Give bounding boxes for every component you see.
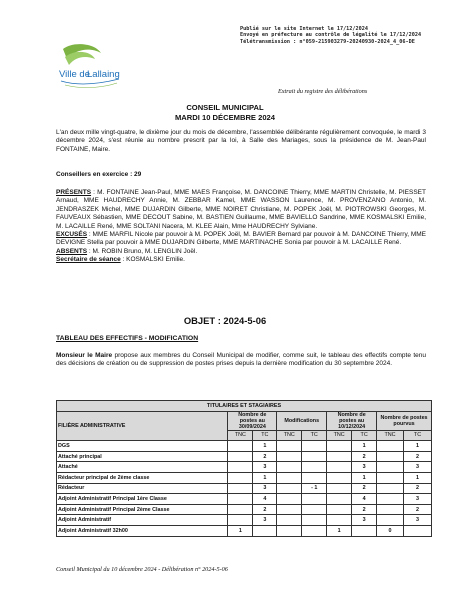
table-cell: 2 [352,504,377,515]
stamp-transmission-line: Télétransmission : n°059-215903279-20240930-2024_4_06-DE [240,38,415,45]
sub-header: TNC [277,430,302,441]
table-cell [327,515,352,526]
table-cell: 2 [253,451,277,462]
table-cell [302,472,327,483]
table-cell: 3 [404,494,432,505]
table-cell: - 1 [302,483,327,494]
row-label: DGS [57,441,228,452]
table-cell [228,483,253,494]
presents-label: PRÉSENTS [56,189,92,196]
sub-header: TNC [377,430,404,441]
col-group-header: Nombre de postes au 10/12/2024 [327,411,377,430]
table-cell [302,451,327,462]
table-cell [327,441,352,452]
table-cell [327,472,352,483]
sub-header: TC [253,430,277,441]
table-cell [277,451,302,462]
absents-list: : M. ROBIN Bruno, M. LENGLIN Joël. [87,247,198,255]
table-cell: 2 [404,451,432,462]
table-cell [377,441,404,452]
table-cell [377,515,404,526]
col-group-header: Modifications [277,411,327,430]
table-cell [352,525,377,536]
table-cell: 1 [352,441,377,452]
town-logo [55,43,125,95]
transmission-stamp [240,26,445,45]
table-cell: 1 [327,525,352,536]
table-cell: 3 [253,515,277,526]
table-row [57,462,432,473]
table-cell: 2 [352,483,377,494]
table-cell [377,483,404,494]
table-cell [277,462,302,473]
table-row [57,504,432,515]
table-row [57,515,432,526]
col-group-header: Nombre de postes au 30/09/2024 [228,411,277,430]
sub-header: TC [302,430,327,441]
table-cell [327,483,352,494]
table-cell [277,494,302,505]
intro-paragraph: L'an deux mille vingt-quatre, le dixième jour du mois de décembre, l'assemblée délibérante régulièrement convoquée, le mardi 3 décembre 2024, s'est réunie au nombre prescrit par la loi, à Salle des Mariages, sous la présidence de M. Jean-Paul FONTAINE, Maire. [56,129,426,153]
table-cell: 3 [253,462,277,473]
table-row [57,451,432,462]
table-cell: 0 [377,525,404,536]
row-label: Adjoint Administratif 32h00 [57,525,228,536]
objet-heading: OBJET : 2024-5-06 [183,315,267,326]
section-title: TABLEAU DES EFFECTIFS - MODIFICATION [56,335,199,342]
table-cell: 1 [253,472,277,483]
table-cell: 1 [404,472,432,483]
row-label: Rédacteur [57,483,228,494]
table-cell [302,441,327,452]
staff-table [56,400,432,537]
table-cell [277,515,302,526]
row-label: Adjoint Administratif Principal 1ère Classe [57,494,228,505]
attendance-block [56,189,426,265]
table-cell: 4 [352,494,377,505]
sub-header: TNC [228,430,253,441]
table-cell [377,451,404,462]
table-cell [327,504,352,515]
table-cell [377,462,404,473]
table-cell [253,525,277,536]
table-cell [377,472,404,483]
table-top-header: TITULAIRES ET STAGIAIRES [57,401,432,412]
table-cell [377,494,404,505]
table-cell [228,504,253,515]
table-cell [327,462,352,473]
stamp-prefecture-line: Envoyé en préfecture au contrôle de légalité le 17/12/2024 [240,32,422,39]
proposal-text: propose aux membres du Conseil Municipal de modifier, comme suit, le tableau des effectifs compte tenu des décisions de création ou de suppression de postes prises depuis la dernière modification du 30 septembre 2024. [56,352,427,368]
absents-label: ABSENTS [56,247,88,255]
table-cell: 2 [253,504,277,515]
table-cell [327,494,352,505]
table-cell: 3 [352,462,377,473]
table-cell: 1 [253,441,277,452]
row-label: Attaché [57,462,228,473]
stamp-publication-line: Publié sur le site Internet le 17/12/2024 [240,26,369,32]
secretary-name: : KOSMALSKI Emilie. [120,256,185,264]
table-cell [327,451,352,462]
filiere-header: FILIÈRE ADMINISTRATIVE [57,411,228,441]
table-cell [302,504,327,515]
proposal-paragraph [56,352,426,369]
town-logo-icon [55,43,125,95]
table-cell: 3 [404,515,432,526]
table-cell: 2 [352,451,377,462]
table-cell [228,451,253,462]
sub-header: TNC [327,430,352,441]
table-row [57,483,432,494]
row-label: Adjoint Administratif [57,515,228,526]
row-label: Adjoint Administratif Principal 2ème Classe [57,504,228,515]
meeting-date: MARDI 10 DÉCEMBRE 2024 [174,113,275,122]
page-title: CONSEIL MUNICIPAL [186,103,264,112]
table-cell [277,472,302,483]
table-cell: 4 [253,494,277,505]
table-cell [277,525,302,536]
logo-name-part1: Ville de [59,69,90,80]
councillors-count: Conseillers en exercice : 29 [56,171,142,178]
table-body [57,441,432,536]
table-cell: 2 [404,483,432,494]
table-cell [377,504,404,515]
sub-header: TC [352,430,377,441]
proposal-lead: Monsieur le Maire [56,352,113,359]
table-cell [228,494,253,505]
presents-list: : M. FONTAINE Jean-Paul, MME MAES Françoise, M. DANCOINE Thierry, MME MARTIN Christelle, M. PIESSET Arnaud, MME HAUDRECHY Annie, M. ZEBBAR Kamel, MME WASSON Laurence, M. PROVENZANO Antonio, M. JENDRASZEK Michel, MME DUJARDIN Gilberte, MME NOIRET Christiane, M. POPEK Joël, M. PIOTROWSKI Georges, M. FAUVEAUX Sébastien, MME DECOUT Sabine, M. BASTIEN Guillaume, MME BAVIELLO Sandrine, MME KOSMALSKI Emilie, M. LACAILLE René, MME SOLTANI Nacera, M. KLEE Alain, Mme HAUDRECHY Sylviane. [56,189,426,230]
table-cell [302,462,327,473]
table-cell [277,441,302,452]
secretary-label: Secrétaire de séance [56,256,121,264]
table-cell: 3 [253,483,277,494]
table-row [57,494,432,505]
table-cell: 1 [352,472,377,483]
table-cell [277,504,302,515]
sub-header: TC [404,430,432,441]
table-cell [302,525,327,536]
row-label: Attaché principal [57,451,228,462]
col-group-header: Nombre de postes pourvus [377,411,432,430]
table-cell [228,462,253,473]
table-cell [228,515,253,526]
excuses-label: EXCUSÉS [56,231,88,239]
table-cell: 3 [352,515,377,526]
table-cell [404,525,432,536]
table-cell: 2 [404,504,432,515]
row-label: Rédacteur principal de 2ème classe [57,472,228,483]
table-cell: 3 [404,462,432,473]
table-cell [277,483,302,494]
table-cell [302,515,327,526]
extract-label: Extrait du registre des délibérations [278,88,368,95]
table-cell [302,494,327,505]
table-cell [228,441,253,452]
table-cell: 1 [404,441,432,452]
table-row [57,525,432,536]
page-footer: Conseil Municipal du 10 décembre 2024 - Délibération n° 2024-5-06 [56,566,228,573]
logo-name-part2: Lallaing [87,69,120,80]
table-cell [228,472,253,483]
excuses-list: : MME MARFIL Nicole par pouvoir à M. POPEK Joël, M. BAVIER Bernard par pouvoir à M. DANCOINE Thierry, MME DEVIGNE Stella par pouvoir à MME DUJARDIN Gilberte, MME MARTINACHE Sonia par pouvoir à M. LACAILLE René. [56,231,426,247]
table-row [57,472,432,483]
table-row [57,441,432,452]
table-cell: 1 [228,525,253,536]
